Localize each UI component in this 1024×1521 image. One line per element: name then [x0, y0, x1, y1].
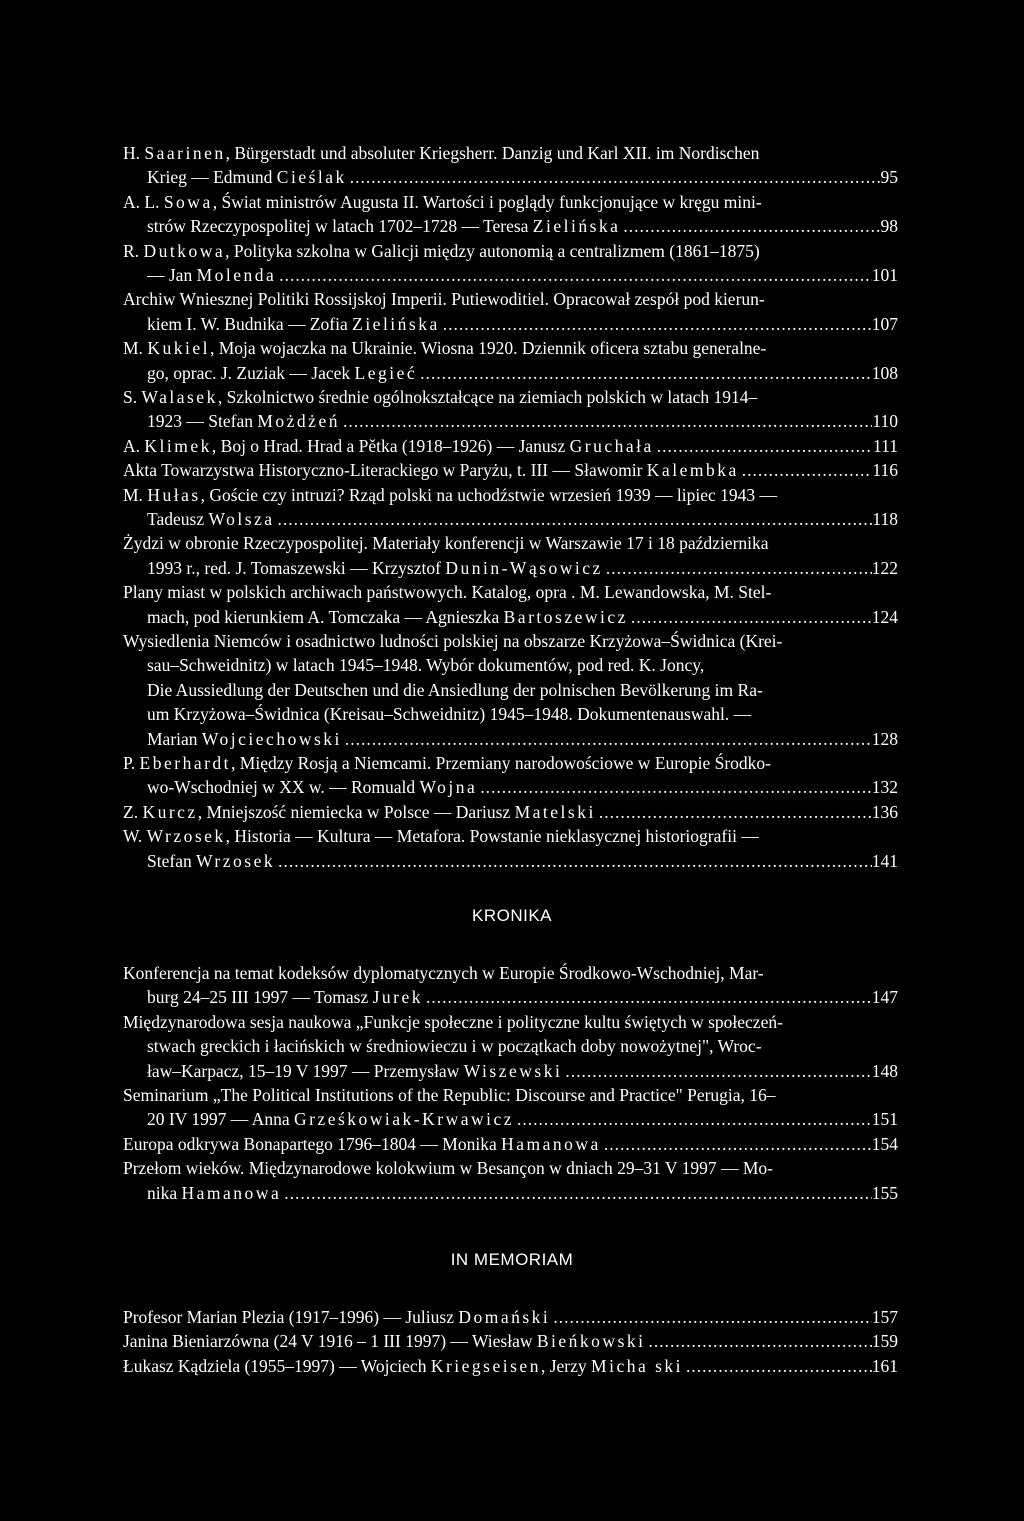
dot-leader: [477, 775, 871, 799]
review-entry-line: [147, 263, 898, 287]
entry-text-part: A.: [123, 435, 145, 456]
entry-text-part: A. L.: [123, 191, 164, 212]
entry-text-part: Tadeusz: [147, 509, 209, 529]
dot-leader: [603, 556, 872, 580]
review-entry-line: [147, 312, 898, 336]
author-name: Wiszewski: [463, 1060, 563, 1081]
entry-text-part: M.: [123, 484, 148, 505]
kronika-entry-line: [147, 1181, 898, 1205]
page-number: 147: [871, 987, 898, 1008]
kronika-entry-line: [147, 985, 898, 1009]
author-name: Zielińska: [532, 216, 621, 237]
author-name: Bieńkowski: [536, 1331, 646, 1352]
author-name: Jurek: [372, 987, 424, 1008]
review-entry-line: [147, 507, 898, 531]
dot-leader: [347, 165, 881, 189]
entry-text: [123, 1085, 776, 1105]
entry-text-part: , Goście czy intruzi? Rząd polski na uchodźstwie wrzesień 1939 — lipiec 1943 —: [200, 484, 778, 505]
entry-text-part: mach, pod kierunkiem A. Tomczaka — Agnieszka: [147, 606, 504, 627]
review-entry-line: [147, 214, 898, 238]
entry-text-part: wo-Wschodniej w XX w. — Romuald: [147, 777, 420, 798]
page-number: 128: [871, 728, 898, 749]
entry-text: [147, 704, 751, 724]
entry-text-part: P.: [123, 753, 140, 773]
review-entry-line: [123, 751, 898, 775]
page-number: 132: [871, 777, 898, 798]
review-entry-line: [123, 580, 898, 604]
author-name: Kalembka: [646, 460, 739, 481]
page-number: 118: [872, 509, 898, 529]
entry-text-part: sau–Schweidnitz) w latach 1945–1948. Wybór dokumentów, pod red. K. Joncy,: [147, 655, 705, 676]
author-name: Gruchała: [569, 435, 654, 456]
author-name: Matelski: [514, 801, 596, 822]
page-number: 95: [880, 167, 898, 188]
review-entry-line: [123, 458, 898, 482]
entry-text: [123, 800, 596, 824]
entry-text-part: Archiw Wniesznej Politiki Rossijskoj Imperii. Putiewoditiel. Opracował zespół pod kierun-: [123, 289, 765, 310]
review-entry-line: [123, 190, 898, 214]
author-name: Saarinen: [144, 143, 226, 163]
author-name: Domański: [458, 1307, 551, 1327]
dot-leader: [601, 1132, 872, 1156]
entry-text: [147, 312, 440, 336]
review-entry-line: [123, 239, 898, 263]
page-number: 101: [871, 265, 898, 285]
review-entry-line: [147, 605, 898, 629]
entry-text: [147, 849, 275, 873]
entry-text-part: , Historia — Kultura — Metafora. Powstanie nieklasycznej historiografii —: [225, 826, 759, 847]
entry-text: [123, 1158, 773, 1178]
entry-text-part: W.: [123, 826, 147, 847]
page-number: 124: [871, 606, 898, 627]
page-number: 141: [871, 850, 898, 871]
entry-text-part: burg 24–25 III 1997 — Tomasz: [147, 987, 373, 1008]
entry-text: [123, 143, 759, 163]
page-number: 136: [871, 801, 898, 822]
entry-text-part: H.: [123, 143, 145, 163]
entry-text: [123, 434, 654, 458]
page-number: 159: [871, 1331, 898, 1352]
author-name: Klimek: [144, 435, 212, 456]
author-name: Sowa: [163, 191, 213, 212]
entry-text: [147, 1107, 514, 1131]
author-name: Wolsza: [208, 509, 275, 529]
entry-text-part: — Jan: [147, 265, 197, 285]
entry-text-part: S.: [123, 387, 142, 407]
dot-leader: [620, 214, 880, 238]
review-entry-line: [123, 629, 898, 653]
dot-leader: [683, 1354, 872, 1378]
entry-text-part: R.: [123, 240, 144, 261]
entry-text-part: nika: [147, 1182, 182, 1203]
review-entry-line: [123, 336, 898, 360]
memoriam-entry-line: [123, 1354, 898, 1378]
dot-leader: [596, 800, 872, 824]
entry-text: [123, 631, 782, 651]
entry-text-part: Seminarium „The Political Institutions of the Republic: Discourse and Practice" Perugia, 16–: [123, 1085, 776, 1105]
dot-leader: [562, 1059, 871, 1083]
dot-leader: [276, 263, 871, 287]
page-number: 154: [871, 1133, 898, 1154]
page-number: 155: [871, 1182, 898, 1203]
entry-text-part: Janina Bieniarzówna (24 V 1916 – 1 III 1997) — Wiesław: [123, 1331, 537, 1352]
entry-text: [123, 533, 769, 553]
entry-text: [147, 655, 704, 675]
entry-text: [147, 1059, 562, 1083]
page-number: 111: [873, 435, 898, 456]
author-name: Legieć: [354, 362, 418, 383]
entry-text: [123, 1354, 683, 1378]
dot-leader: [423, 985, 872, 1009]
entry-text: [123, 289, 765, 309]
author-name: Możdżeń: [257, 411, 340, 432]
dot-leader: [275, 849, 872, 873]
entry-text: [123, 1329, 646, 1353]
dot-leader: [514, 1107, 872, 1131]
section-heading-in-memoriam: IN MEMORIAM: [450, 1250, 574, 1269]
entry-text: [147, 409, 340, 433]
entry-text-part: , Między Rosją a Niemcami. Przemiany narodowościowe w Europie Środko-: [231, 753, 771, 773]
entry-text-part: , Szkolnictwo średnie ogólnokształcące na ziemiach polskich w latach 1914–: [217, 387, 758, 407]
author-name: Wojciechowski: [201, 728, 342, 749]
author-name: Kurcz: [142, 801, 198, 822]
entry-text-part: , Bürgerstadt und absoluter Kriegsherr. Danzig und Karl XII. im Nordischen: [225, 143, 760, 163]
entry-text-part: Marian: [147, 728, 202, 749]
author-name: Kukiel: [147, 338, 210, 359]
author-name: Dutkowa: [143, 240, 226, 261]
entry-text-part: Die Aussiedlung der Deutschen und die Ansiedlung der polnischen Bevölkerung im Ra-: [147, 679, 763, 700]
review-entry-line: [147, 775, 898, 799]
entry-text-part: Akta Towarzystwa Historyczno-Literackiego w Paryżu, t. III — Sławomir: [123, 460, 647, 481]
dot-leader: [654, 434, 873, 458]
entry-text: [147, 680, 763, 700]
page-number: 161: [871, 1355, 898, 1376]
author-name: Hamanowa: [501, 1133, 601, 1154]
page-number: 157: [871, 1307, 898, 1327]
author-name: Hamanowa: [181, 1182, 282, 1203]
review-entry-line: [147, 361, 898, 385]
entry-text: [123, 1132, 601, 1156]
review-entry-line: [147, 653, 898, 677]
entry-text: [123, 826, 759, 846]
review-entry-line: [147, 727, 898, 751]
entry-text-part: go, oprac. J. Zuziak — Jacek: [147, 362, 355, 383]
entry-text: [147, 1181, 281, 1205]
kronika-entry-line: [123, 1132, 898, 1156]
entry-text-part: Profesor Marian Plezia (1917–1996) — Juliusz: [123, 1307, 459, 1327]
review-entry-line: [147, 702, 898, 726]
entry-text: [123, 387, 757, 407]
entry-text-part: , Mniejszość niemiecka w Polsce — Dariusz: [197, 801, 515, 822]
review-entry-line: [123, 483, 898, 507]
page-number: 148: [871, 1060, 898, 1081]
entry-text: [123, 485, 777, 505]
kronika-entry-line: [123, 1156, 898, 1180]
review-entry-line: [123, 531, 898, 555]
entry-text: [147, 727, 342, 751]
dot-leader: [275, 507, 873, 531]
page-number: 98: [880, 216, 898, 237]
author-name: Grześkowiak-Krwawicz: [293, 1109, 515, 1130]
entry-text-part: Europa odkrywa Bonapartego 1796–1804 — Monika: [123, 1133, 502, 1154]
entry-text-part: , Polityka szkolna w Galicji między autonomią a centralizmem (1861–1875): [225, 240, 760, 261]
entry-text: [123, 963, 764, 983]
dot-leader: [417, 361, 872, 385]
entry-text-part: Krieg — Edmund: [147, 167, 277, 188]
entry-text-part: Łukasz Kądziela (1955–1997) — Wojciech: [123, 1355, 431, 1376]
entry-text-part: Międzynarodowa sesja naukowa „Funkcje społeczne i polityczne kultu świętych w społeczeń-: [123, 1011, 783, 1032]
entry-text-part: um Krzyżowa–Świdnica (Kreisau–Schweidnitz) 1945–1948. Dokumentenauswahl. —: [147, 704, 752, 725]
author-name: Dunin-Wąsowicz: [445, 557, 603, 578]
author-name: Eberhardt: [139, 753, 232, 773]
entry-text: [123, 338, 766, 358]
entry-text: [123, 1012, 783, 1032]
section-heading-kronika: KRONIKA: [471, 906, 553, 925]
kronika-entry-line: [123, 1010, 898, 1034]
entry-text: [147, 985, 423, 1009]
entry-text-part: , Moja wojaczka na Ukrainie. Wiosna 1920. Dziennik oficera sztabu generalne-: [209, 338, 767, 359]
author-name: Micha ski: [591, 1355, 684, 1376]
entry-text-part: ław–Karpacz, 15–19 V 1997 — Przemysław: [147, 1060, 464, 1081]
dot-leader: [628, 605, 872, 629]
kronika-entry-line: [123, 961, 898, 985]
entry-text: [123, 582, 771, 602]
review-entry-line: [123, 385, 898, 409]
author-name: Wrzosek: [146, 826, 226, 847]
entry-text-part: Wysiedlenia Niemców i osadnictwo ludności polskiej na obszarze Krzyżowa–Świdnica (Krei-: [123, 631, 783, 651]
entry-text-part: Plany miast w polskich archiwach państwowych. Katalog, opra . M. Lewandowska, M. Stel-: [123, 582, 772, 603]
entry-text: [147, 605, 628, 629]
entry-text-part: Z.: [123, 801, 143, 822]
entry-text-part: Przełom wieków. Międzynarodowe kolokwium w Besançon w dniach 29–31 V 1997 — Mo-: [123, 1158, 773, 1179]
dot-leader: [646, 1329, 872, 1353]
kronika-entry-line: [123, 1083, 898, 1107]
entry-text: [147, 214, 620, 238]
author-name: Molenda: [196, 265, 277, 285]
entry-text-part: , Boj o Hrad. Hrad a Pětka (1918–1926) — Janusz: [211, 435, 570, 456]
dot-leader: [550, 1305, 871, 1329]
entry-text-part: stwach greckich i łacińskich w średniowieczu i w początkach doby nowożytnej", Wroc-: [147, 1036, 762, 1057]
entry-text-part: Konferencja na temat kodeksów dyplomatycznych w Europie Środkowo-Wschodniej, Mar-: [123, 963, 764, 983]
review-entry-line: [147, 678, 898, 702]
memoriam-entry-line: [123, 1305, 898, 1329]
entry-text-part: , Świat ministrów Augusta II. Wartości i poglądy funkcjonujące w kręgu mini-: [212, 191, 762, 212]
review-entry-line: [147, 165, 898, 189]
entry-text-part: Stefan: [147, 850, 197, 871]
review-entry-line: [147, 849, 898, 873]
entry-text: [147, 556, 603, 580]
entry-text: [123, 192, 762, 212]
author-name: Hułas: [147, 484, 201, 505]
entry-text: [123, 1305, 550, 1329]
memoriam-entry-line: [123, 1329, 898, 1353]
entry-text-part: 20 IV 1997 — Anna: [147, 1109, 294, 1130]
author-name: Kriegseisen: [430, 1355, 541, 1376]
page-number: 108: [871, 362, 898, 383]
entry-text-part: M.: [123, 338, 148, 359]
entry-text: [147, 507, 275, 531]
author-name: Zielińska: [352, 313, 440, 334]
kronika-entry-line: [147, 1059, 898, 1083]
entry-text: [123, 458, 739, 482]
author-name: Walasek: [141, 387, 218, 407]
author-name: Bartoszewicz: [503, 606, 628, 627]
entry-text-part: 1923 — Stefan: [147, 411, 258, 432]
entry-text: [123, 753, 771, 773]
review-entry-line: [123, 800, 898, 824]
page-number: 122: [871, 557, 898, 578]
entry-text-part: kiem I. W. Budnika — Zofia: [147, 313, 353, 334]
review-entry-line: [123, 434, 898, 458]
author-name: Cieślak: [276, 167, 347, 188]
review-entry-line: [123, 141, 898, 165]
dot-leader: [440, 312, 872, 336]
entry-text-part: 1993 r., red. J. Tomaszewski — Krzysztof: [147, 557, 446, 578]
review-entry-line: [123, 824, 898, 848]
entry-text: [147, 165, 347, 189]
page-number: 107: [871, 313, 898, 334]
page-number: 151: [871, 1109, 898, 1130]
entry-text-part: , Jerzy: [540, 1355, 592, 1376]
entry-text: [123, 241, 760, 261]
kronika-entry-line: [147, 1107, 898, 1131]
entry-text-part: Żydzi w obronie Rzeczypospolitej. Materiały konferencji w Warszawie 17 i 18 października: [123, 533, 769, 554]
review-entry-line: [147, 556, 898, 580]
kronika-entry-line: [147, 1034, 898, 1058]
dot-leader: [342, 727, 872, 751]
dot-leader: [281, 1181, 872, 1205]
entry-text: [147, 775, 477, 799]
page-number: 116: [872, 460, 898, 481]
entry-text: [147, 263, 276, 287]
entry-text: [147, 1036, 762, 1056]
review-entry-line: [123, 287, 898, 311]
author-name: Wojna: [419, 777, 478, 798]
author-name: Wrzosek: [196, 850, 276, 871]
entry-text: [147, 361, 417, 385]
review-entry-line: [147, 409, 898, 433]
dot-leader: [739, 458, 873, 482]
dot-leader: [340, 409, 872, 433]
page-number: 110: [872, 411, 898, 432]
entry-text-part: strów Rzeczypospolitej w latach 1702–1728 — Teresa: [147, 216, 533, 237]
